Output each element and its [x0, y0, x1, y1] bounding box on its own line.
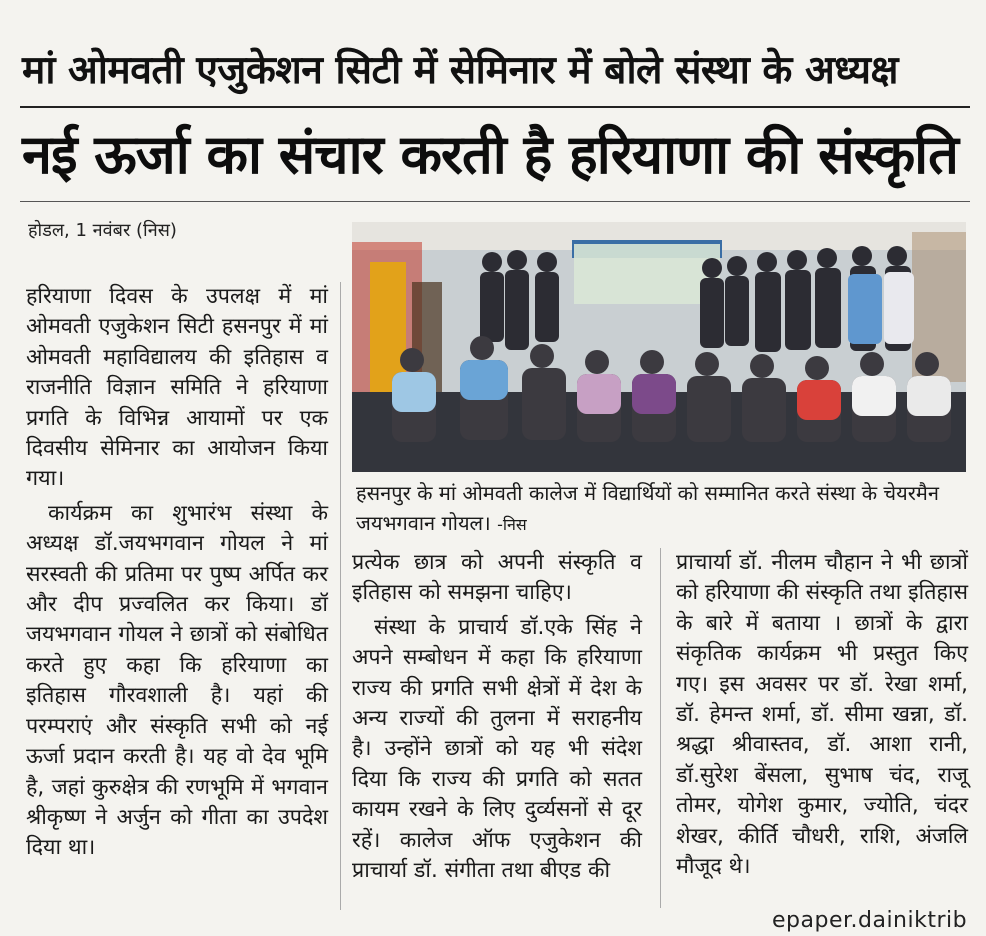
group-photo-illustration [352, 222, 966, 472]
paragraph-attendees: प्राचार्या डॉ. नीलम चौहान ने भी छात्रों को हरियाणा की संस्कृति तथा इतिहास के बारे में बताया । छात्रों के द्वारा संकृतिक कार्यक्रम भी प्रस्तुत किए गए। इस अवसर पर डॉ. रेखा शर्मा, डॉ. हेमन्त शर्मा, डॉ. सीमा खन्ना, डॉ. श्रद्धा श्रीवास्तव, डॉ. आशा रानी, डॉ.सुरेश बेंसला, सुभाष चंद, राजू तोमर, योगेश कुमार, ज्योति, चंदर शेखर, कीर्ति चौधरी, राशि, अंजलि मौजूद थे। [676, 550, 968, 880]
column-divider-1 [340, 282, 341, 910]
photo-caption [356, 478, 964, 540]
paragraph-principal-address: संस्था के प्राचार्य डॉ.एके सिंह ने अपने सम्बोधन में कहा कि हरियाणा राज्य की प्रगति सभी क्षेत्रों में देश के अन्य राज्यों की तुलना में सराहनीय है। उन्होंने छात्रों को यह भी संदेश दिया कि राज्य की प्रगति को सतत कायम रखने के लिए दुर्व्यसनों से दूर रहें। कालेज ऑफ एजुकेशन की प्राचार्या डॉ. संगीता तथा बीएड की [352, 614, 642, 884]
photo-credit: -निस [497, 515, 527, 534]
column-divider-2 [660, 548, 661, 908]
paragraph-intro: हरियाणा दिवस के उपलक्ष में मां ओमवती एजुकेशन सिटी हसनपुर में मां ओमवती महाविद्यालय की इतिहास व राजनीति विज्ञान समिति ने हरियाणा प्रगति के विभिन्न आयामों पर एक दिवसीय सेमिनार का आयोजन किया गया। [26, 284, 328, 492]
event-photo [352, 222, 966, 472]
article-headline: नई ऊर्जा का संचार करती है हरियाणा की संस्कृति [22, 123, 958, 186]
paragraph-culture-history: प्रत्येक छात्र को अपनी संस्कृति व इतिहास को समझना चाहिए। [352, 550, 642, 606]
article-subheadline: मां ओमवती एजुकेशन सिटी में सेमिनार में बोले संस्था के अध्यक्ष [22, 48, 898, 93]
article-dateline: होडल, 1 नवंबर (निस) [28, 220, 177, 241]
photo-caption-text: हसनपुर के मां ओमवती कालेज में विद्यार्थियों को सम्मानित करते संस्था के चेयरमैन जयभगवान गोयल। [356, 481, 939, 535]
epaper-site-watermark: epaper.dainiktrib [772, 908, 968, 933]
paragraph-inauguration: कार्यक्रम का शुभारंभ संस्था के अध्यक्ष डॉ.जयभगवान गोयल ने मां सरस्वती की प्रतिमा पर पुष्प अर्पित कर और दीप प्रज्वलित कर किया। डॉ जयभगवान गोयल ने छात्रों को संबोधित करते हुए कहा कि हरियाणा का इतिहास गौरवशाली है। यहां की परम्पराएं और संस्कृति सभी को नई ऊर्जा प्रदान करती है। यह वो देव भूमि है, जहां कुरुक्षेत्र की रणभूमि में भगवान श्रीकृष्ण ने अर्जुन को गीता का उपदेश दिया था। [26, 500, 328, 861]
headline-rule-top [20, 106, 970, 108]
article-column-3 [676, 548, 968, 882]
article-column-2 [352, 548, 642, 886]
article-column-1 [26, 282, 328, 864]
headline-rule-bottom [20, 201, 970, 202]
